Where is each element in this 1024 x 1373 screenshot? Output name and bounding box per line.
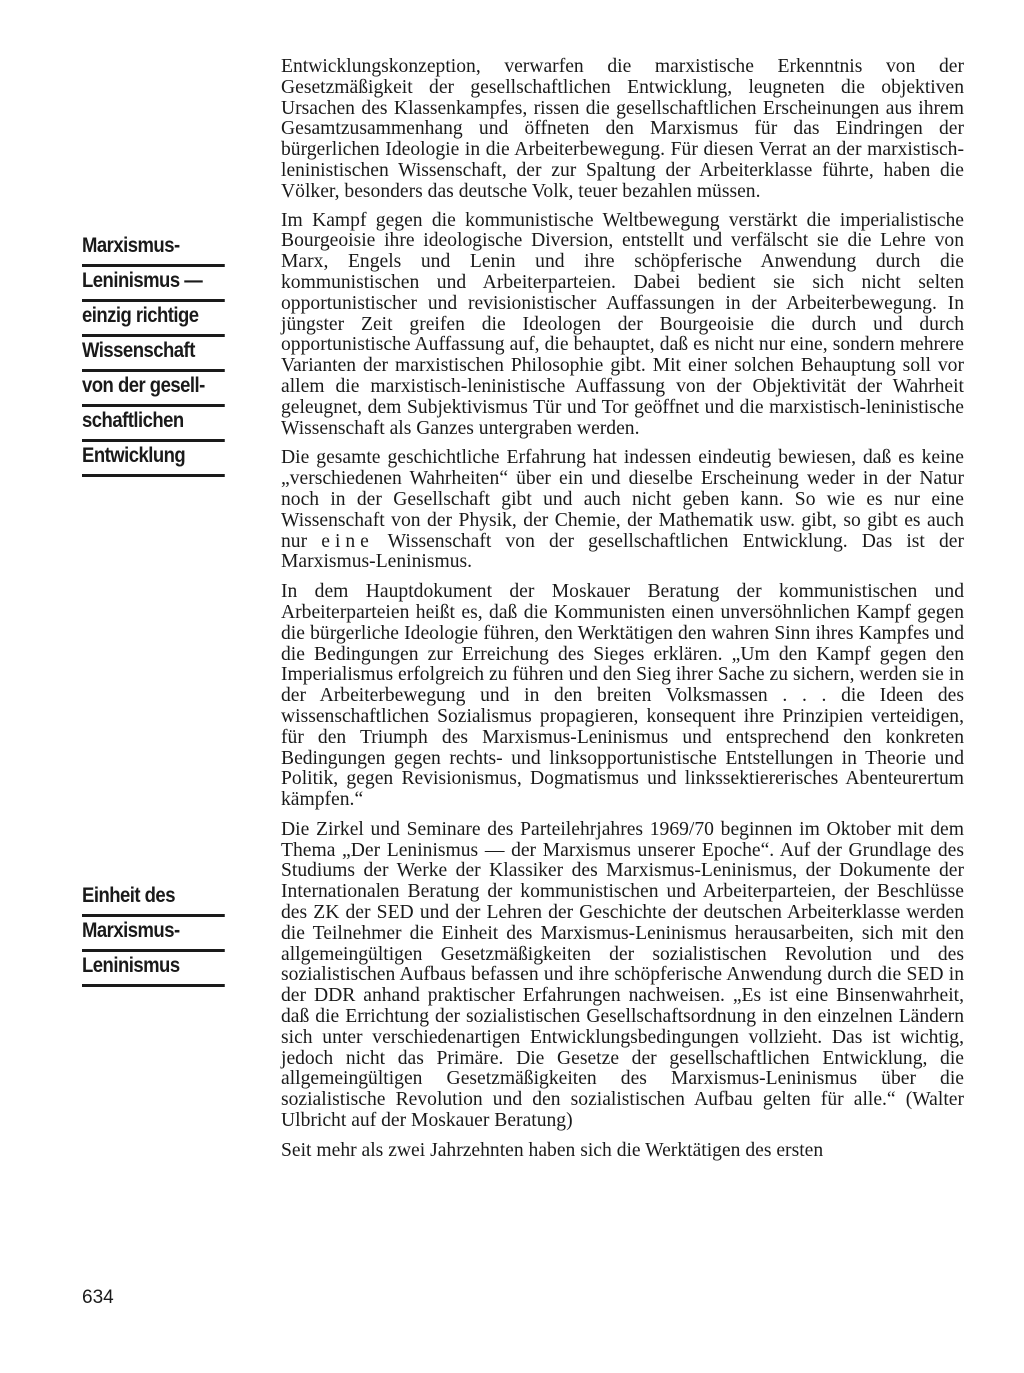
paragraph-1: Entwicklungskonzeption, verwarfen die marxistische Erkenntnis von der Gesetzmäßigkeit der gesellschaftlichen Entwicklung, leugneten die objektiven Ursachen des Klassenkampfes, rissen die gesellschaftlichen Erscheinungen aus ihrem Gesamtzusammenhang und öffneten den Marxismus für das Eindringen der bürgerlichen Ideologie in die Arbeiterbewegung. Für diesen Verrat an der marxistisch-leninistischen Wissenschaft, der zur Spaltung der Arbeiterklasse führte, haben die Völker, besonders das deutsche Volk, teuer bezahlen müssen. (281, 56, 964, 202)
body-text (281, 57, 964, 1171)
paragraph-5: Die Zirkel und Seminare des Parteilehrjahres 1969/70 beginnen im Oktober mit dem Thema „Der Leninismus — der Marxismus unserer Epoche“. Auf der Grundlage des Studiums der Werke der Klassiker des Marxismus-Leninismus, der Dokumente der Internationalen Beratung der kommunistischen und Arbeiterparteien, der Beschlüsse des ZK der SED und der Lehren der Geschichte der deutschen Arbeiterklasse werden die Teilnehmer die Einheit des Marxismus-Leninismus herausarbeiten, sich mit den allgemeingültigen Gesetzmäßigkeiten der sozialistischen Revolution und des sozialistischen Aufbaus befassen und ihre schöpferische Anwendung durch die SED in der DDR anhand praktischer Erfahrungen nachweisen. „Es ist eine Binsenwahrheit, daß die Errichtung der sozialistischen Gesellschaftsordnung in den einzelnen Ländern sich unter verschiedenartigen Entwicklungsbedingungen vollzieht. Das ist wichtig, jedoch nicht das Primäre. Die Gesetze der gesellschaftlichen Entwicklung, die allgemeingültigen Gesetzmäßigkeiten des Marxismus-Leninismus über die sozialistische Revolution und den sozialistischen Aufbau gelten für alle.“ (Walter Ulbricht auf der Moskauer Beratung) (281, 818, 964, 1132)
margin-heading-marxismus-leninismus (82, 232, 225, 477)
paragraph-3-text-a: Die gesamte geschichtliche Erfahrung hat indessen eindeutig bewiesen, daß es keine „verschiedenen Wahrheiten“ über ein und dieselbe Erscheinung weder in der Natur noch in der Gesellschaft gibt und auch nicht geben kann. So wie es nur eine Wissenschaft von der Physik, der Chemie, der Mathematik usw. gibt, so gibt es auch nur (281, 447, 964, 552)
heading-line: Einheit des (82, 882, 225, 917)
heading-line: einzig richtige (82, 302, 225, 337)
margin-heading-einheit (82, 882, 225, 987)
paragraph-2: Im Kampf gegen die kommunistische Weltbewegung verstärkt die imperialistische Bourgeoisie ihre ideologische Diversion, entstellt und verfälscht sie die Lehre von Marx, Engels und Lenin und ihre schöpferische Anwendung durch die kommunistischen und Arbeiterparteien. Dabei bedient sie sich nicht selten opportunistischer und revisionistischer Auffassungen in der Arbeiterbewegung. In jüngster Zeit greifen die Ideologen der Bourgeoisie die durch und durch opportunistische Auffassung auf, die behauptet, daß es nicht nur eine, sondern mehrere Varianten der marxistischen Philosophie gibt. Mit einer solchen Behauptung soll vor allem die marxistisch-leninistische Auffassung von der Objektivität der Wahrheit geleugnet, dem Subjektivismus Tür und Tor geöffnet und die marxistisch-leninistische Wissenschaft als Ganzes untergraben werden. (281, 209, 964, 439)
heading-line: Marxismus- (82, 917, 225, 952)
heading-line: Leninismus — (82, 267, 225, 302)
paragraph-3 (281, 448, 964, 573)
heading-line: von der gesell- (82, 372, 225, 407)
heading-line: Marxismus- (82, 232, 225, 267)
heading-line: Wissenschaft (82, 337, 225, 372)
heading-line: Leninismus (82, 952, 225, 987)
emphasized-word: eine (321, 530, 374, 552)
paragraph-4: In dem Hauptdokument der Moskauer Beratung der kommunistischen und Arbeiterparteien heißt es, daß die Kommunisten einen unversöhnlichen Kampf gegen die bürgerliche Ideologie führen, den Werktätigen den wahren Sinn ihres Kampfes und die Bedingungen zur Erreichung des Sieges erklären. „Um den Kampf gegen den Imperialismus erfolgreich zu führen und den Sieg ihrer Sache zu sichern, werden sie in der Arbeiterbewegung und in den breiten Volksmassen . . . die Ideen des wissenschaftlichen Sozialismus propagieren, konsequent ihre Prinzipien verteidigen, für den Triumph des Marxismus-Leninismus und entsprechend den konkreten Bedingungen gegen rechts- und linksopportunistische Entstellungen in Theorie und Politik, gegen Revisionismus, Dogmatismus und linkssektiererisches Abenteurertum kämpfen.“ (281, 581, 964, 811)
paragraph-3-text-b: Wissenschaft von der gesellschaftlichen Entwicklung. Das ist der Marxismus-Leninismus. (281, 530, 964, 573)
heading-line: schaftlichen (82, 407, 225, 442)
heading-line: Entwicklung (82, 442, 225, 477)
paragraph-6: Seit mehr als zwei Jahrzehnten haben sich die Werktätigen des ersten (281, 1139, 824, 1161)
page-number: 634 (82, 1287, 114, 1308)
